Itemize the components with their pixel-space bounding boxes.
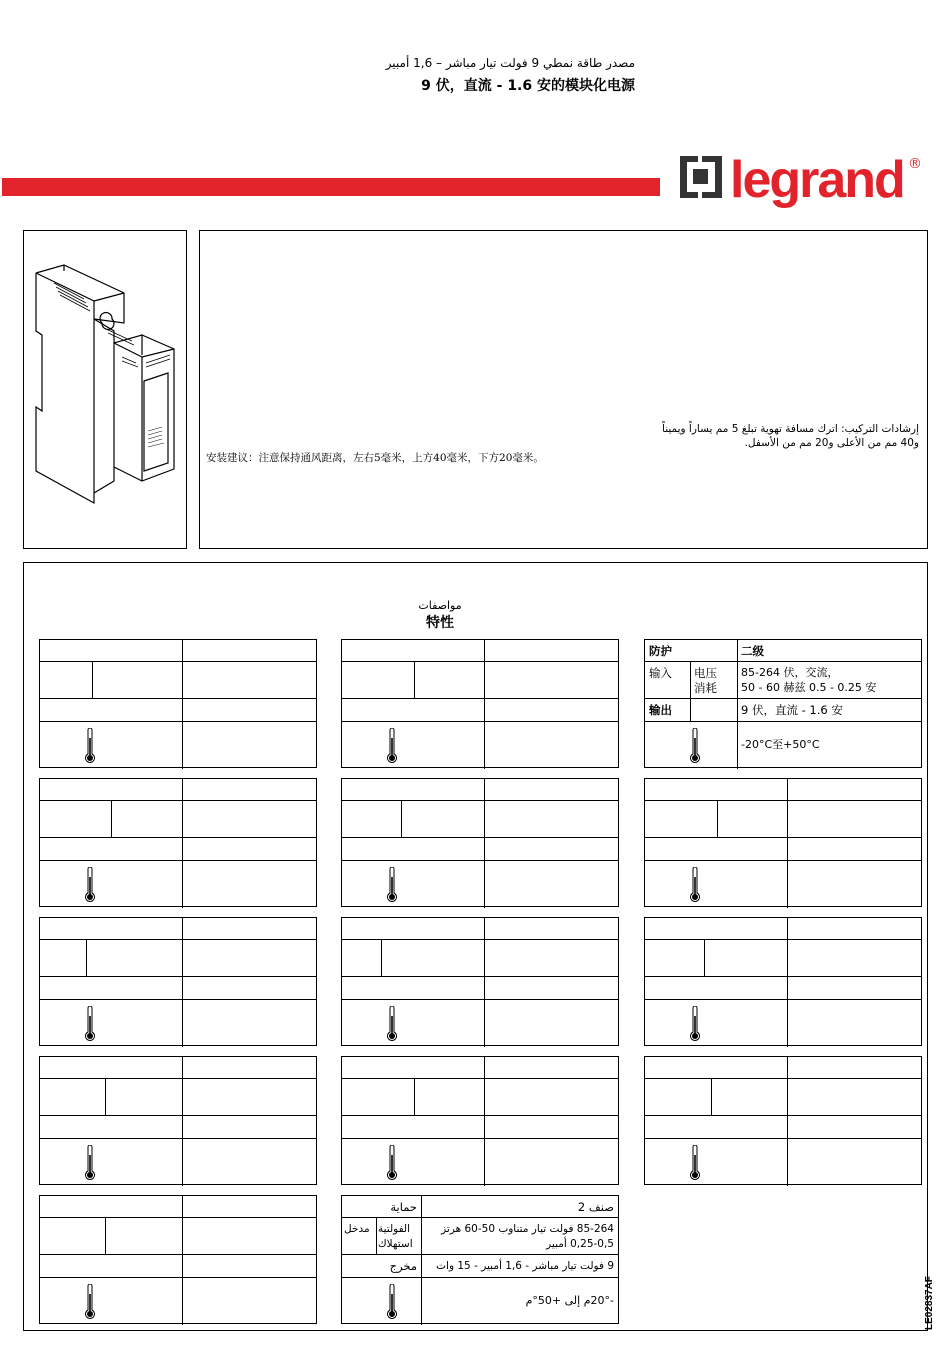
ar-protection-label: حماية [390, 1200, 417, 1214]
ar-consumption-value: 0,25-0,5 أمبير [546, 1238, 614, 1250]
specs-title-arabic: مواصفات [418, 599, 462, 612]
ar-voltage-label: الفولتية [378, 1223, 411, 1235]
thermometer-icon [386, 1006, 398, 1042]
legrand-mark-icon [678, 154, 724, 200]
ar-consumption-label: استهلاك [378, 1238, 413, 1250]
spec-table-blank [39, 1056, 317, 1185]
thermometer-icon [689, 867, 701, 903]
ar-temperature-value: -20°م إلى +50°م [525, 1294, 614, 1307]
thermometer-icon [386, 728, 398, 764]
thermometer-icon [84, 1006, 96, 1042]
thermometer-icon [689, 1006, 701, 1042]
title-chinese: 9 伏，直流 - 1.6 安的模块化电源 [421, 78, 635, 94]
thermometer-icon [689, 1145, 701, 1181]
spec-table-blank [39, 1195, 317, 1324]
ar-voltage-value: 85-264 فولت تيار متناوب 50-60 هرتز [441, 1223, 614, 1235]
spec-table-blank [644, 917, 922, 1046]
thermometer-icon [689, 728, 701, 764]
registered-mark: ® [908, 156, 922, 172]
thermometer-icon [386, 1145, 398, 1181]
document-code: LE02837AF [924, 1276, 935, 1330]
zh-consumption-value: 50 - 60 赫兹 0.5 - 0.25 安 [741, 681, 877, 694]
thermometer-icon [84, 867, 96, 903]
ar-protection-value: صنف 2 [577, 1200, 614, 1214]
zh-protection-value: 二级 [741, 644, 764, 658]
zh-voltage-value: 85-264 伏，交流， [741, 666, 839, 679]
zh-voltage-label: 电压 [694, 666, 717, 680]
ar-input-label: مدخل [344, 1223, 370, 1235]
spec-table-blank [39, 778, 317, 907]
zh-temperature-value: -20°C至+50°C [741, 738, 820, 751]
zh-consumption-label: 消耗 [694, 681, 717, 695]
red-banner-bar [2, 178, 660, 196]
installation-box [199, 230, 928, 549]
thermometer-icon [84, 728, 96, 764]
specs-title-chinese: 特性 [426, 615, 454, 631]
installation-note-arabic [579, 422, 919, 450]
installation-ar-line1: إرشادات التركيب: اترك مسافة تهوية تبلغ 5 مم يساراً ويميناً [662, 423, 919, 435]
legrand-logo [678, 150, 928, 216]
ar-output-value: 9 فولت تيار مباشر - 1,6 أمبير - 15 وات [436, 1260, 614, 1272]
title-arabic: مصدر طاقة نمطي 9 فولت تيار مباشر – 1,6 أمبير [385, 56, 635, 70]
ar-output-label: مخرج [389, 1259, 417, 1273]
spec-table-arabic [341, 1195, 619, 1324]
spec-table-blank [39, 917, 317, 1046]
spec-table-blank [341, 639, 619, 768]
spec-table-blank [341, 917, 619, 1046]
zh-protection-label: 防护 [649, 644, 672, 658]
thermometer-icon [386, 867, 398, 903]
thermometer-icon [386, 1284, 398, 1320]
thermometer-icon [84, 1284, 96, 1320]
power-supply-module-icon [24, 231, 188, 550]
zh-output-value: 9 伏，直流 - 1.6 安 [741, 703, 843, 717]
spec-table-blank [341, 1056, 619, 1185]
installation-ar-line2: و40 مم من الأعلى و20 مم من الأسفل. [744, 437, 919, 449]
zh-output-label: 输出 [649, 703, 672, 717]
spec-table-blank [341, 778, 619, 907]
thermometer-icon [84, 1145, 96, 1181]
product-image-box [23, 230, 187, 549]
spec-table-chinese [644, 639, 922, 768]
spec-table-blank [39, 639, 317, 768]
logo-wordmark: legrand [730, 151, 904, 209]
zh-input-label: 输入 [649, 666, 672, 680]
spec-table-blank [644, 1056, 922, 1185]
spec-table-blank [644, 778, 922, 907]
installation-note-chinese: 安装建议：注意保持通风距离，左右5毫米，上方40毫米，下方20毫米。 [206, 452, 544, 464]
